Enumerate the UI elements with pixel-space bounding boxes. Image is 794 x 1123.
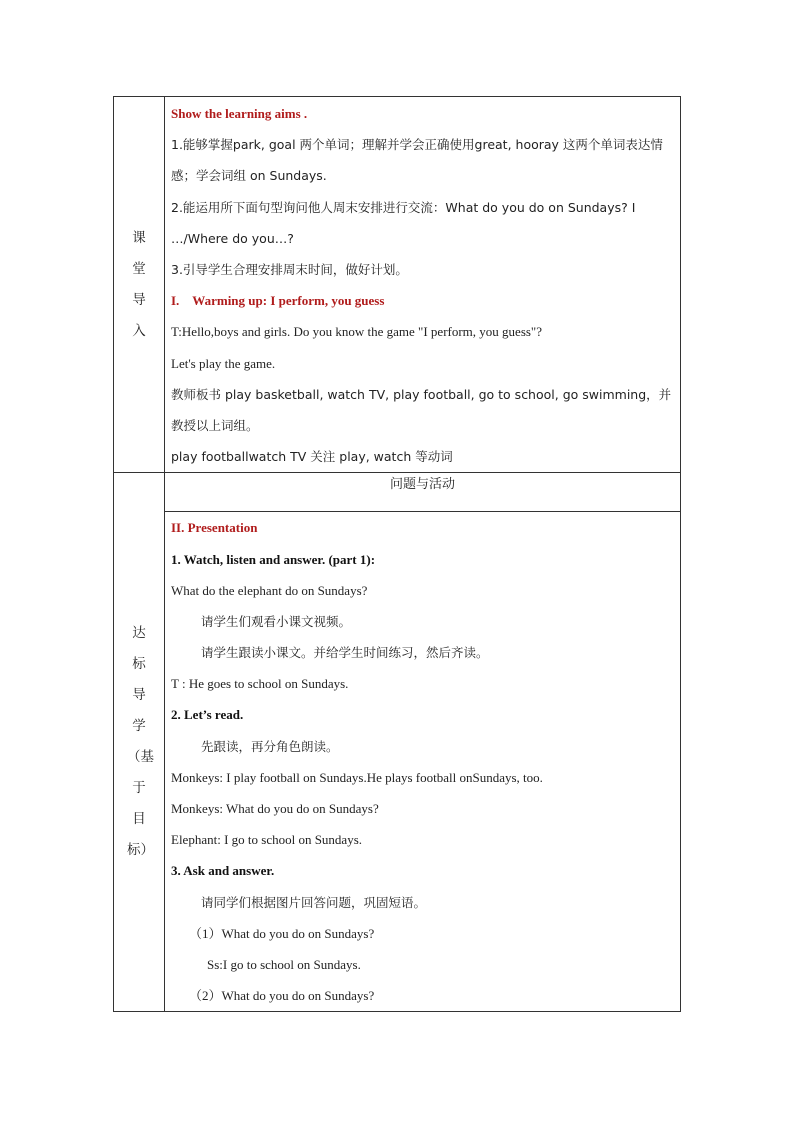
text-line: 请学生们观看小课文视频。	[201, 613, 352, 629]
text-line: （2）What do you do on Sundays?	[189, 988, 375, 1004]
table-row	[114, 97, 681, 473]
text-line: 请学生跟读小课文。并给学生时间练习，然后齐读。	[201, 645, 489, 661]
side-label-cell	[114, 473, 165, 1012]
section1-label: 课堂导入	[132, 229, 146, 339]
presentation-heading: II. Presentation	[171, 520, 258, 536]
table-row	[114, 512, 681, 1012]
content-cell	[165, 97, 681, 473]
side-label-cell	[114, 97, 165, 473]
aims-heading: Show the learning aims .	[171, 106, 308, 121]
text-line: Ss:I go to school on Sundays.	[207, 956, 361, 972]
aim-1: 1.能够掌握park, goal 两个单词；理解并学会正确使用great, hooray 这两个单词表达情感；学会词组 on Sundays.	[171, 137, 663, 184]
section2-label: 达标导学（基于目标）	[127, 625, 154, 859]
text-line: 教师板书 play basketball, watch TV, play football, go to school, go swimming，并教授以上词组。	[171, 386, 672, 433]
text-line: Monkeys: What do you do on Sundays?	[171, 801, 379, 817]
text-line: Elephant: I go to school on Sundays.	[171, 832, 363, 848]
column-header: 问题与活动	[165, 473, 681, 512]
text-line: （1）What do you do on Sundays?	[189, 925, 375, 941]
step-heading: 1. Watch, listen and answer. (part 1):	[171, 551, 376, 567]
aim-3: 3.引导学生合理安排周末时间，做好计划。	[171, 262, 408, 277]
step-heading: 2. Let’s read.	[171, 707, 244, 723]
text-line: 先跟读，再分角色朗读。	[201, 738, 339, 754]
step-heading: 3. Ask and answer.	[171, 863, 275, 879]
text-line: T:Hello,boys and girls. Do you know the game "I perform, you guess"?	[171, 324, 543, 340]
text-line: T : He goes to school on Sundays.	[171, 676, 349, 692]
lesson-plan-table	[113, 96, 681, 1012]
text-line: 请同学们根据图片回答问题，巩固短语。	[201, 894, 427, 910]
text-line: Let's play the game.	[171, 355, 276, 371]
table-row	[114, 473, 681, 512]
warming-up-heading: I. Warming up: I perform, you guess	[171, 293, 385, 309]
text-line: play footballwatch TV 关注 play, watch 等动词	[171, 449, 453, 465]
aim-2: 2.能运用所下面句型询问他人周末安排进行交流：What do you do on Sundays? I …/Where do you…?	[171, 199, 636, 246]
text-line: Monkeys: I play football on Sundays.He plays football onSundays, too.	[171, 769, 543, 785]
text-line: What do the elephant do on Sundays?	[171, 582, 368, 598]
content-cell	[165, 512, 681, 1012]
